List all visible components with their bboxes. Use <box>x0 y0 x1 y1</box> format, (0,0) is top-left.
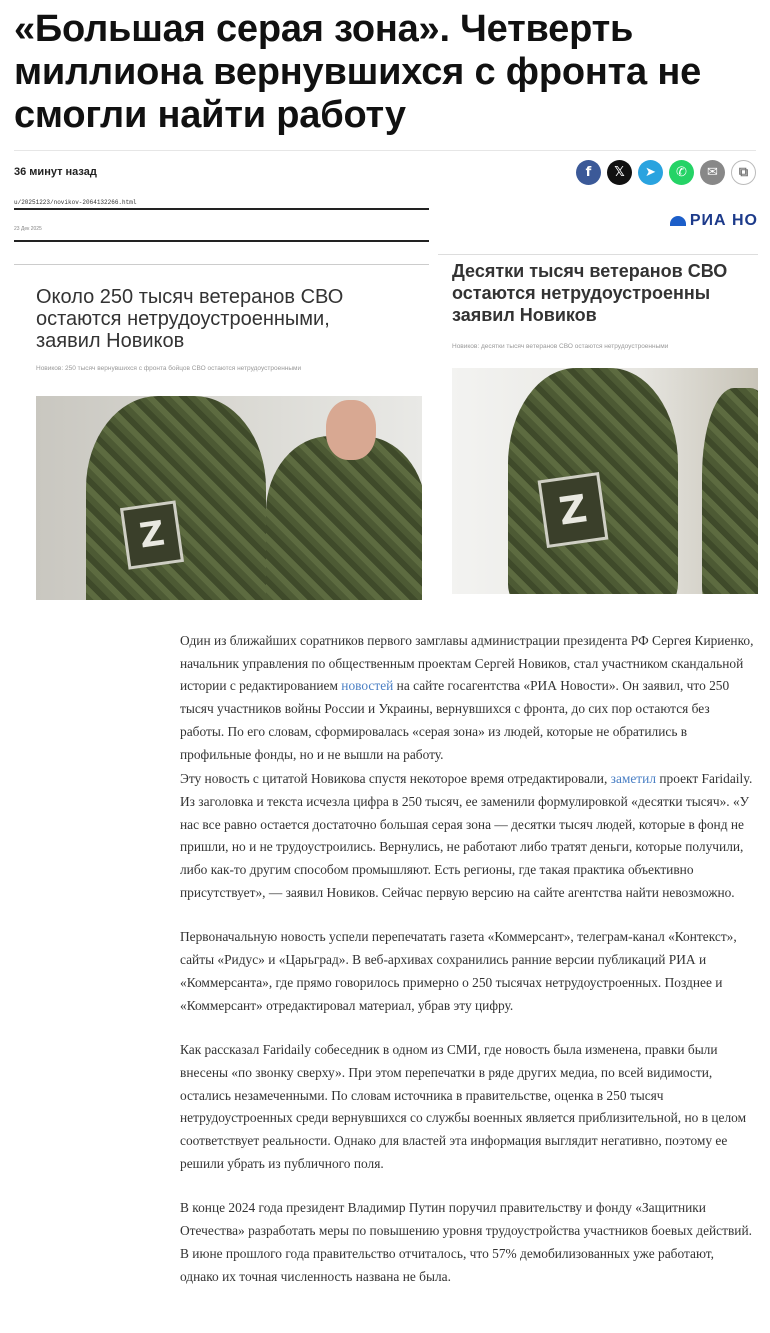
telegram-share-icon[interactable]: ➤ <box>638 160 663 185</box>
archive-date: 23 Дек 2025 <box>14 226 429 242</box>
paragraph: Как рассказал Faridaily собеседник в одном из СМИ, где новость была изменена, правки были внесены «по звонку сверху». При этом перепечатки в ряде других медиа, по всей видимости, остались незамеченными. По словам источника в правительстве, оценка в 250 тысяч нетрудоустроенных среди вернувшихся со службы военных является приблизительной, но в целом соответствует реальности. Однако для властей эта информация выглядит негативно, поэтому ее решили убрать из публичного поля. <box>180 1042 747 1171</box>
soldier-figure <box>86 396 266 600</box>
divider <box>438 254 758 255</box>
z-patch: Z <box>120 500 184 569</box>
soldiers-photo <box>452 368 758 594</box>
screenshot-original <box>14 196 429 600</box>
copy-link-icon[interactable]: ⧉ <box>731 160 756 185</box>
divider <box>14 264 429 265</box>
original-subheadline: Новиков: 250 тысяч вернувшихся с фронта бойцов СВО остаются нетрудоустроенными <box>36 365 302 372</box>
paragraph: Один из ближайших соратников первого замглавы администрации президента РФ Сергея Кириенко, начальник управления по общественным проектам Сергей Новиков, стал участником скандальной истории с редактированием новостей на сайте госагентства «РИА Новости». Он заявил, что 250 тысяч участников войны России и Украины, вернувшихся с фронта, до сих пор остаются без работы. По его словам, сформировалась «серая зона» из людей, которые не обратились в профильные фонды, но и не вышли на работу. <box>180 633 754 762</box>
original-headline: Около 250 тысяч ветеранов СВО остаются нетрудоустроенными, заявил Новиков <box>36 286 344 352</box>
soldier-figure <box>266 436 422 600</box>
soldier-face <box>326 400 376 460</box>
whatsapp-share-icon[interactable]: ✆ <box>669 160 694 185</box>
noticed-link[interactable]: заметил <box>610 771 657 787</box>
edited-subheadline: Новиков: десятки тысяч ветеранов СВО остаются нетрудоустроенными <box>452 343 669 350</box>
paragraph: Первоначальную новость успели перепечатать газета «Коммерсант», телеграм-канал «Контекст», сайты «Ридус» и «Царьград». В веб-архивах сохранились ранние версии публикаций РИА и «Коммерсанта», где прямо говорилось примерно о 250 тысячах нетрудоустроенных. Позднее и «Коммерсант» отредактировал материал, убрав эту цифру. <box>180 929 737 1013</box>
browser-url: u/20251223/novikov-2064132266.html <box>14 198 429 210</box>
publish-time: 36 минут назад <box>14 166 97 178</box>
facebook-share-icon[interactable]: f <box>576 160 601 185</box>
divider <box>14 150 756 151</box>
paragraph: Эту новость с цитатой Новикова спустя некоторое время отредактировали, заметил проект Faridaily. Из заголовка и текста исчезла цифра в 250 тысяч, ее заменили формулировкой «десятки тысяч». «У нас все равно остается достаточно большая серая зона — десятки тысяч людей, которые в фонд не пришли, но и не трудоустроились. Вернулись, не работают либо тратят деньги, которые получили, либо как-то другим способом промышляют. Есть регионы, где такая практика объективно присутствует», — заявил Новиков. Сейчас первую версию на сайте агентства найти невозможно. <box>180 771 753 900</box>
soldier-figure <box>702 388 758 594</box>
paragraph: В конце 2024 года президент Владимир Путин поручил правительству и фонду «Защитники Отечества» разработать меры по повышению уровня трудоустройства участников боевых действий. В июне прошлого года правительство отчиталось, что 57% демобилизованных уже работают, однако их точная численность названа не была. <box>180 1200 752 1284</box>
news-link[interactable]: новостей <box>341 678 394 694</box>
article-headline: «Большая серая зона». Четверть миллиона вернувшихся с фронта не смогли найти работу <box>14 8 702 136</box>
article-body <box>180 630 756 1290</box>
z-patch: Z <box>538 472 609 548</box>
screenshot-edited <box>438 196 758 596</box>
mail-share-icon[interactable]: ✉ <box>700 160 725 185</box>
soldiers-photo <box>36 396 422 600</box>
ria-logo: РИА НО <box>670 212 758 230</box>
share-bar <box>576 160 756 185</box>
x-share-icon[interactable]: 𝕏 <box>607 160 632 185</box>
edited-headline: Десятки тысяч ветеранов СВО остаются нетрудоустроенны заявил Новиков <box>452 261 728 325</box>
article-image <box>14 196 758 604</box>
